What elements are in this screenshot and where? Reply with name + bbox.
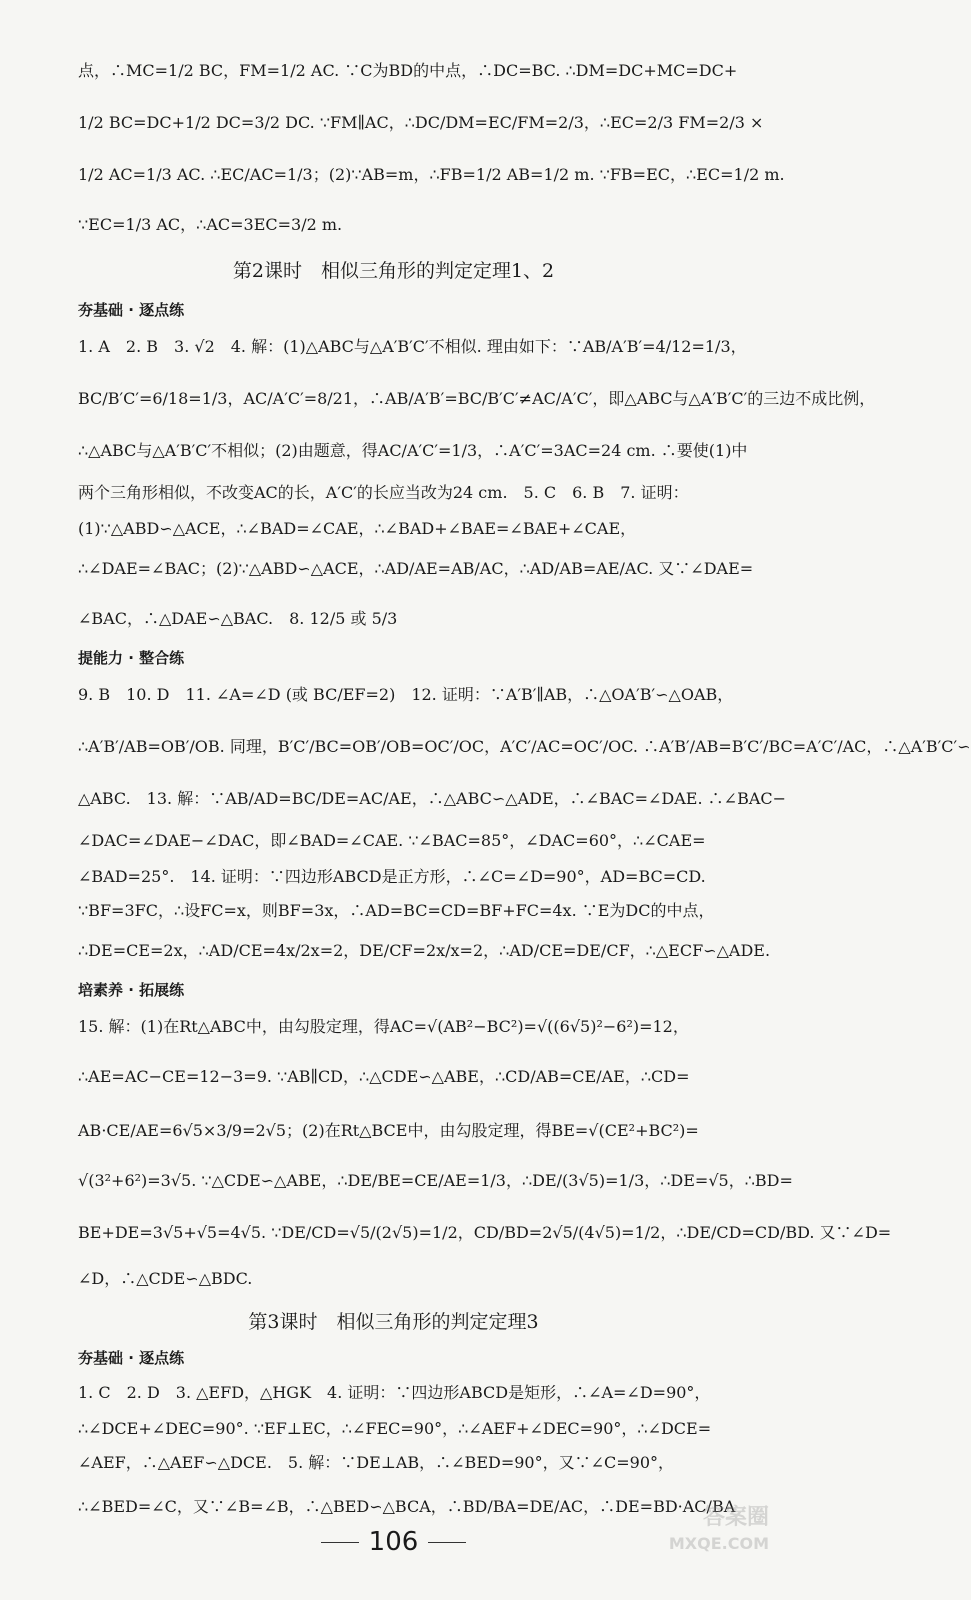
text-line: ∴AE=AC−CE=12−3=9. ∵AB∥CD，∴△CDE∽△ABE，∴CD/AB=CE/AE，∴CD= (78, 1067, 690, 1086)
text-line: 1/2 BC=DC+1/2 DC=3/2 DC. ∵FM∥AC，∴DC/DM=EC/FM=2/3，∴EC=2/3 FM=2/3 × (78, 113, 764, 132)
text-line: ∵EC=1/3 AC，∴AC=3EC=3/2 m. (78, 215, 343, 234)
section-title: 提能力 · 整合练 (78, 649, 185, 667)
text-line: ∵BF=3FC，∴设FC=x，则BF=3x，∴AD=BC=CD=BF+FC=4x. ∵E为DC的中点， (78, 901, 715, 920)
text-line: ∴A′B′/AB=OB′/OB. 同理，B′C′/BC=OB′/OB=OC′/OC，A′C′/AC=OC′/OC. ∴A′B′/AB=B′C′/BC=A′C′/AC，∴△A′B′C′∽ (78, 737, 971, 756)
text-line: BC/B′C′=6/18=1/3，AC/A′C′=8/21，∴AB/A′B′=BC/B′C′≠AC/A′C′，即△ABC与△A′B′C′的三边不成比例， (78, 389, 876, 408)
text-line: ∴∠DCE+∠DEC=90°. ∵EF⊥EC，∴∠FEC=90°，∴∠AEF+∠DEC=90°，∴∠DCE= (78, 1419, 712, 1438)
text-line: △ABC. 13. 解：∵AB/AD=BC/DE=AC/AE，∴△ABC∽△ADE，∴∠BAC=∠DAE. ∴∠BAC− (78, 789, 787, 808)
text-line: ∠BAD=25°. 14. 证明：∵四边形ABCD是正方形，∴∠C=∠D=90°，AD=BC=CD. (78, 867, 706, 886)
text-line: (1)∵△ABD∽△ACE，∴∠BAD=∠CAE，∴∠BAD+∠BAE=∠BAE+∠CAE， (78, 519, 637, 538)
watermark-text: 答案圈 (702, 1505, 769, 1530)
text-line: 1. C 2. D 3. △EFD，△HGK 4. 证明：∵四边形ABCD是矩形，∴∠A=∠D=90°， (78, 1383, 711, 1402)
dash-right (428, 1542, 466, 1543)
text-line: 1/2 AC=1/3 AC. ∴EC/AC=1/3；(2)∵AB=m，∴FB=1/2 AB=1/2 m. ∵FB=EC，∴EC=1/2 m. (78, 165, 785, 184)
text-line: ∠AEF，∴△AEF∽△DCE. 5. 解：∵DE⊥AB，∴∠BED=90°，又∵∠C=90°， (78, 1453, 675, 1472)
section-title: 夯基础 · 逐点练 (78, 301, 185, 319)
text-line: 点，∴MC=1/2 BC，FM=1/2 AC. ∵C为BD的中点，∴DC=BC. ∴DM=DC+MC=DC+ (78, 61, 738, 80)
page-number-text: 106 (368, 1527, 419, 1557)
text-line: ∴∠BED=∠C，又∵∠B=∠B，∴△BED∽△BCA，∴BD/BA=DE/AC，∴DE=BD·AC/BA (78, 1497, 736, 1516)
text-line: ∴∠DAE=∠BAC；(2)∵△ABD∽△ACE，∴AD/AE=AB/AC，∴AD/AB=AE/AC. 又∵∠DAE= (78, 559, 754, 578)
text-line: ∠D，∴△CDE∽△BDC. (78, 1269, 253, 1288)
lesson-heading: 第3课时 相似三角形的判定定理3 (248, 1311, 539, 1333)
section-title: 培素养 · 拓展练 (78, 981, 185, 999)
text-line: 1. A 2. B 3. √2 4. 解：(1)△ABC与△A′B′C′不相似. 理由如下：∵AB/A′B′=4/12=1/3， (78, 337, 747, 356)
watermark-url: MXQE.COM (668, 1534, 769, 1553)
text-line: 9. B 10. D 11. ∠A=∠D (或 BC/EF=2) 12. 证明：∵A′B′∥AB，∴△OA′B′∽△OAB， (78, 685, 734, 704)
text-line: √(3²+6²)=3√5. ∵△CDE∽△ABE，∴DE/BE=CE/AE=1/3，∴DE/(3√5)=1/3，∴DE=√5，∴BD= (78, 1171, 793, 1190)
text-line: ∠BAC，∴△DAE∽△BAC. 8. 12/5 或 5/3 (78, 609, 398, 628)
text-line: BE+DE=3√5+√5=4√5. ∵DE/CD=√5/(2√5)=1/2，CD/BD=2√5/(4√5)=1/2，∴DE/CD=CD/BD. 又∵∠D= (78, 1223, 892, 1242)
text-line: ∠DAC=∠DAE−∠DAC，即∠BAD=∠CAE. ∵∠BAC=85°，∠DAC=60°，∴∠CAE= (78, 831, 706, 850)
watermark-logo (669, 1505, 769, 1557)
text-line: AB·CE/AE=6√5×3/9=2√5；(2)在Rt△BCE中，由勾股定理，得BE=√(CE²+BC²)= (78, 1121, 699, 1140)
text-line: 两个三角形相似，不改变AC的长，A′C′的长应当改为24 cm. 5. C 6. B 7. 证明： (78, 483, 689, 502)
dash-left (321, 1542, 359, 1543)
text-line: ∴△ABC与△A′B′C′不相似；(2)由题意，得AC/A′C′=1/3，∴A′C′=3AC=24 cm. ∴要使(1)中 (78, 441, 748, 460)
section-title: 夯基础 · 逐点练 (78, 1349, 185, 1367)
text-line: ∴DE=CE=2x，∴AD/CE=4x/2x=2，DE/CF=2x/x=2，∴AD/CE=DE/CF，∴△ECF∽△ADE. (78, 941, 771, 960)
lesson-heading: 第2课时 相似三角形的判定定理1、2 (232, 260, 555, 282)
text-line: 15. 解：(1)在Rt△ABC中，由勾股定理，得AC=√(AB²−BC²)=√((6√5)²−6²)=12， (78, 1017, 689, 1036)
